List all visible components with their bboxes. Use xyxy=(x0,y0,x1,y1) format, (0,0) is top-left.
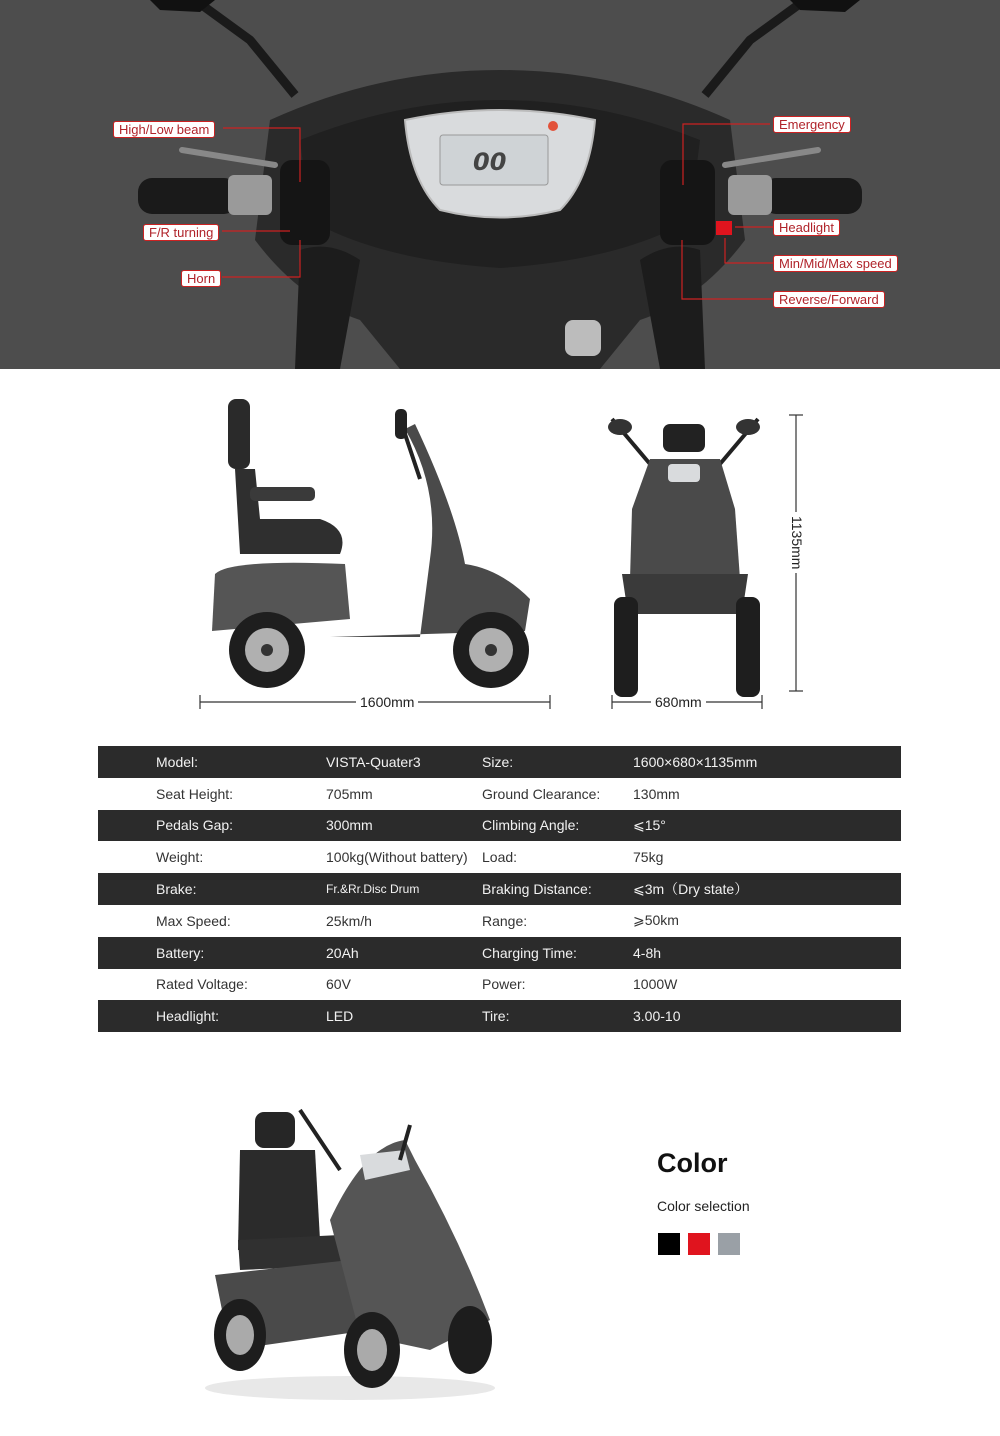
table-row xyxy=(98,810,901,842)
spec-label: Tire: xyxy=(482,1000,633,1032)
spec-label: Seat Height: xyxy=(156,785,234,802)
spec-value: 4-8h xyxy=(633,937,901,969)
spec-label: Ground Clearance: xyxy=(482,785,601,802)
spec-label: Braking Distance: xyxy=(482,873,633,905)
swatch-black[interactable] xyxy=(658,1233,680,1255)
speed-readout: 00 xyxy=(473,148,507,176)
spec-label: Model: xyxy=(98,746,326,778)
handlebar-illustration xyxy=(0,0,1000,369)
front-view-scooter xyxy=(608,419,760,697)
swatch-gray[interactable] xyxy=(718,1233,740,1255)
spec-label: Power: xyxy=(482,976,526,993)
callout-fr-turning: F/R turning xyxy=(143,224,219,241)
spec-value: ⩾50km xyxy=(633,912,679,929)
table-row xyxy=(98,778,901,810)
table-row xyxy=(98,841,901,873)
spec-label: Rated Voltage: xyxy=(156,976,248,993)
spec-value: 1000W xyxy=(633,976,678,993)
spec-value: 25km/h xyxy=(326,912,372,929)
callout-reverse-forward: Reverse/Forward xyxy=(773,291,885,308)
spec-table xyxy=(98,746,901,1032)
spec-value: 705mm xyxy=(326,785,373,802)
spec-label: Headlight: xyxy=(98,1000,326,1032)
dimension-drawing xyxy=(0,369,1000,729)
spec-value: LED xyxy=(326,1000,482,1032)
spec-value: 60V xyxy=(326,976,351,993)
table-row xyxy=(98,873,901,905)
side-view-scooter xyxy=(212,399,530,688)
color-title: Color xyxy=(657,1148,728,1178)
width-label: 680mm xyxy=(651,694,706,710)
spec-value: Fr.&Rr.Disc Drum xyxy=(326,873,482,905)
callout-emergency: Emergency xyxy=(773,116,851,133)
color-subtitle: Color selection xyxy=(657,1198,750,1214)
table-row xyxy=(98,937,901,969)
scooter-views xyxy=(0,369,1000,729)
table-row xyxy=(98,905,901,937)
spec-label: Weight: xyxy=(156,849,204,866)
length-label: 1600mm xyxy=(356,694,418,710)
spec-label: Brake: xyxy=(98,873,326,905)
callout-high-low-beam: High/Low beam xyxy=(113,121,215,138)
spec-value: 3.00-10 xyxy=(633,1000,901,1032)
spec-value: 20Ah xyxy=(326,937,482,969)
table-row xyxy=(98,969,901,1001)
spec-label: Size: xyxy=(482,746,633,778)
callout-horn: Horn xyxy=(181,270,221,287)
scooter-product-photo xyxy=(200,1100,510,1405)
height-label: 1135mm xyxy=(789,512,805,573)
spec-label: Max Speed: xyxy=(156,912,231,929)
table-row xyxy=(98,1000,901,1032)
spec-label: Range: xyxy=(482,912,528,929)
spec-value: 1600×680×1135mm xyxy=(633,746,901,778)
callout-speed-mode: Min/Mid/Max speed xyxy=(773,255,898,272)
spec-value: ⩽15° xyxy=(633,810,901,842)
spec-value: 100kg(Without battery) xyxy=(326,849,468,866)
spec-value: ⩽3m（Dry state） xyxy=(633,873,901,905)
swatch-red[interactable] xyxy=(688,1233,710,1255)
spec-value: VISTA-Quater3 xyxy=(326,746,482,778)
spec-label: Charging Time: xyxy=(482,937,633,969)
spec-value: 75kg xyxy=(633,849,664,866)
spec-label: Battery: xyxy=(98,937,326,969)
spec-value: 300mm xyxy=(326,810,482,842)
handlebar-hero xyxy=(0,0,1000,369)
spec-label: Load: xyxy=(482,849,518,866)
table-row xyxy=(98,746,901,778)
spec-label: Climbing Angle: xyxy=(482,810,633,842)
spec-label: Pedals Gap: xyxy=(98,810,326,842)
callout-headlight: Headlight xyxy=(773,219,840,236)
spec-value: 130mm xyxy=(633,785,680,802)
